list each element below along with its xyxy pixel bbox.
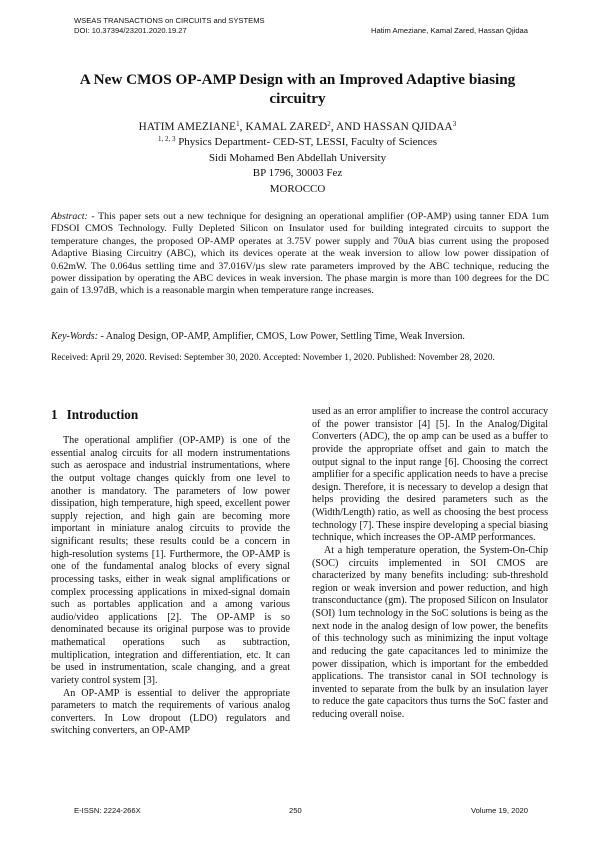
right-column [312, 406, 548, 722]
author-3: , AND HASSAN QJIDAA [330, 121, 453, 133]
paragraph: At a high temperature operation, the System-On-Chip (SOC) circuits implemented in SOI CMOS are characterized by many benefits including: sub-threshold region or weak inversion and power reduction, and high transconductance (gm). The proposed Silicon on Insulator (SOI) 1um technology in the SoC solutions is being as the next node in the analog design of low power, the benefits of this technology such as minimizing the input voltage and reducing the gate capacitances led to minimize the power dissipation, which is important for the embedded applications. The transistor canal in SOI technology is invented to separate from the bulk by an insulation layer to reduce the gate capacitors thus turns the SoC faster and reducing overall noise. [312, 544, 548, 720]
author-1-sup: 1 [236, 120, 240, 128]
author-3-sup: 3 [452, 120, 457, 128]
header-authors: Hatim Ameziane, Kamal Zared, Hassan Qjidaa [370, 25, 528, 35]
keywords-text: - Analog Design, OP-AMP, Amplifier, CMOS, Low Power, Settling Time, Weak Inversion. [98, 331, 465, 342]
abstract [51, 211, 549, 298]
section-heading [51, 407, 138, 423]
paragraph: The operational amplifier (OP-AMP) is one of the essential analog circuits for all modern instrumentations such as aerospace and industrial instrumentations, where the output voltage changes quickly from one level to another is mandatory. The parameters of low power dissipation, high temperature, high speed, excellent power supply rejection, and high gain are becoming more important in miniature analog circuits to provide the significant results; these results could be a concern in high-resolution systems [1]. Furthermore, the OP-AMP is one of the fundamental analog blocks of every signal processing tasks, either in weak signal amplifications or complex processing applications in mixed-signal domain such as portables application and a among various audio/video applications [2]. The OP-AMP is so denominated because its original purpose was to provide mathematical operations such as subtraction, multiplication, integration and differentiation, etc. It can be used in instrumentation, scale changing, and a great variety control system [3]. [51, 435, 290, 686]
author-names [62, 120, 533, 135]
author-1: HATIM AMEZIANE [138, 121, 237, 133]
affiliation-university: Sidi Mohamed Ben Abdellah University [208, 151, 387, 164]
department: Physics Department- CED-ST, LESSI, Faculty of Sciences [175, 136, 438, 149]
keywords-label: Key-Words: [51, 331, 99, 342]
section-number: 1 [51, 407, 58, 422]
paragraph: An OP-AMP is essential to deliver the appropriate parameters to match the requirements of various analog converters. In Low dropout (LDO) regulators and switching converters, an OP-AMP [51, 687, 290, 737]
paragraph: used as an error amplifier to increase the control accuracy of the power transistor [4] [5]. In the Analog/Digital Converters (ADC), the op amp can be used as a buffer to provide the appropriate offset and gain to match the output signal to the input range [6]. Choosing the correct amplifier for a specific application needs to have a precise design. Therefore, it is necessary to develop a design that helps providing the desired parameters such as the (Width/Length) ratio, as well as choosing the best process technology [7]. These inspire developing a special biasing technique, which increases the OP-AMP performances. [312, 406, 548, 544]
keywords [51, 331, 549, 343]
affiliation-sup: 1, 2, 3 [157, 135, 176, 144]
received-dates: Received: April 29, 2020. Revised: September 30, 2020. Accepted: November 1, 2020. Published: November 28, 2020. [51, 353, 495, 363]
affiliation-country: MOROCCO [269, 182, 326, 195]
footer-issn: E-ISSN: 2224-266X [74, 806, 141, 815]
section-title: Introduction [66, 407, 139, 422]
running-header [74, 16, 265, 35]
paper-title: A New CMOS OP-AMP Design with an Improved Adaptive biasing circuitry [79, 71, 516, 107]
author-2-sup: 2 [327, 120, 331, 128]
affiliation-department [62, 135, 533, 150]
left-column [51, 435, 290, 738]
doi: DOI: 10.37394/23201.2020.19.27 [74, 25, 187, 35]
author-2: , KAMAL ZARED [239, 121, 328, 133]
abstract-text: - This paper sets out a new technique for designing an operational amplifier (OP-AMP) using tanner EDA 1um FDSOI CMOS Technology. Fully Depleted Silicon on Insulator used for building integrated circuits to support the temperature changes, the proposed OP-AMP operates at 3.75V power supply and 70uA bias current using the proposed Adaptive Biasing Circuitry (ABC), which its devices operate at the weak inversion to allow low power dissipation of 0.62mW. The 0.064us settling time and 37.016V/µs slew rate parameters improved by the ABC technique, reducing the power dissipation by operating the ABC devices in weak inversion. The phase margin is more than 100 degrees for the DC gain of 13.97dB, which is a reasonable margin when temperature range increases. [51, 211, 549, 297]
abstract-label: Abstract: [51, 211, 88, 222]
author-block [62, 120, 533, 197]
affiliation-address: BP 1796, 30003 Fez [252, 167, 343, 180]
footer-volume: Volume 19, 2020 [471, 806, 528, 815]
page-number: 250 [289, 806, 302, 815]
journal-name: WSEAS TRANSACTIONS on CIRCUITS and SYSTEMS [74, 16, 265, 25]
